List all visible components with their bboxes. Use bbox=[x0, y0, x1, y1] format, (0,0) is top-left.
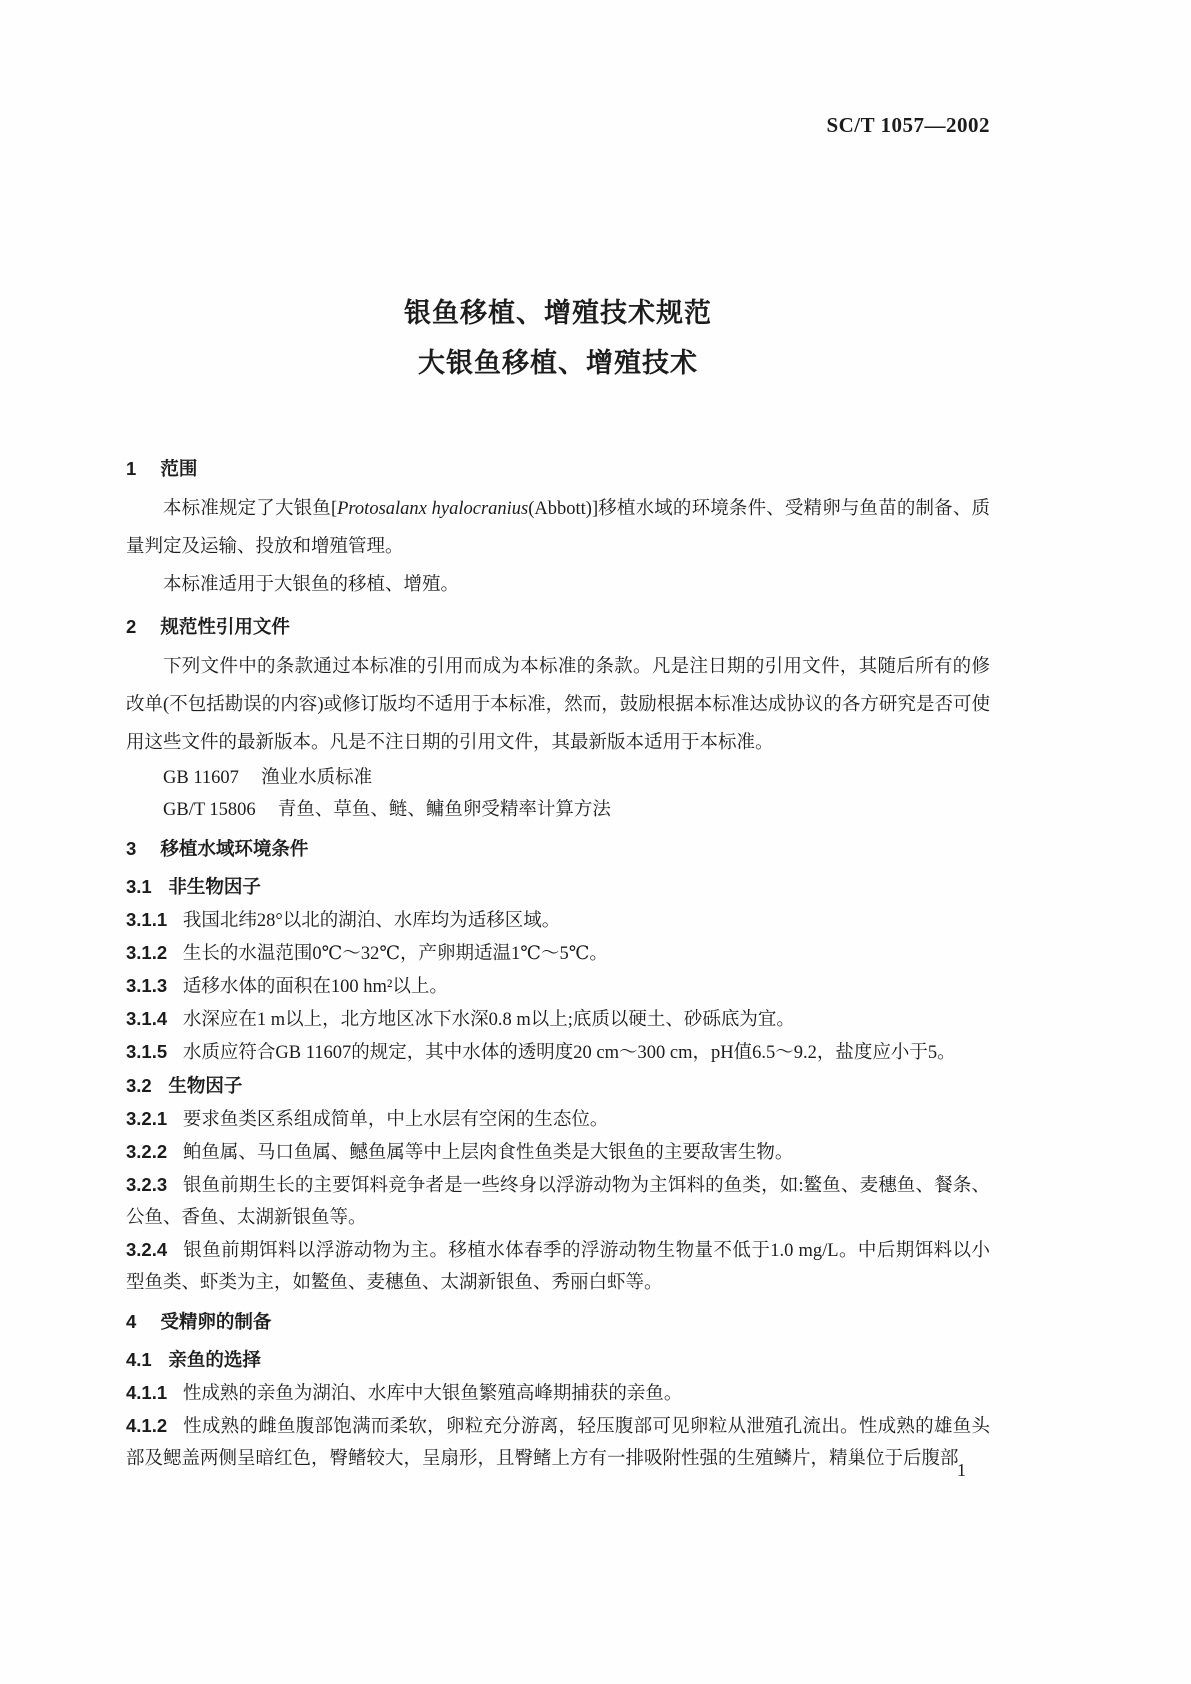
clause-text: 水质应符合GB 11607的规定，其中水体的透明度20 cm～300 cm，pH值6.5～9.2，盐度应小于5。 bbox=[182, 1043, 956, 1063]
reference-title: 渔业水质标准 bbox=[261, 768, 373, 788]
reference-item bbox=[126, 794, 990, 826]
paragraph-scope bbox=[126, 490, 990, 566]
subsection-title: 生物因子 bbox=[168, 1075, 243, 1096]
clause-number: 3.1.3 bbox=[126, 975, 168, 996]
clause-text: 银鱼前期饵料以浮游动物为主。移植水体春季的浮游动物生物量不低于1.0 mg/L。中后期饵料以小型鱼类、虾类为主，如鳘鱼、麦穗鱼、太湖新银鱼、秀丽白虾等。 bbox=[126, 1241, 990, 1293]
clause-text: 适移水体的面积在100 hm²以上。 bbox=[182, 977, 448, 997]
subsection-3-1-heading bbox=[126, 870, 990, 904]
subsection-4-1-heading bbox=[126, 1343, 990, 1377]
subsection-number: 4.1 bbox=[126, 1349, 152, 1370]
clause-number: 4.1.1 bbox=[126, 1382, 168, 1403]
clause-3-1-5 bbox=[126, 1036, 990, 1069]
section-4-heading bbox=[126, 1303, 990, 1341]
clause-text: 性成熟的亲鱼为湖泊、水库中大银鱼繁殖高峰期捕获的亲鱼。 bbox=[182, 1384, 683, 1404]
clause-3-1-4 bbox=[126, 1003, 990, 1036]
clause-number: 3.1.5 bbox=[126, 1041, 168, 1062]
clause-number: 3.2.1 bbox=[126, 1108, 168, 1129]
paragraph-text: (Abbott)]移植水域的环境条件、受精卵与鱼苗的制备、质量判定及运输、投放和增殖管理。 bbox=[126, 499, 990, 557]
clause-number: 3.1.4 bbox=[126, 1008, 168, 1029]
paragraph-applicability: 本标准适用于大银鱼的移植、增殖。 bbox=[163, 575, 460, 595]
clause-3-2-4 bbox=[126, 1234, 990, 1299]
section-title: 规范性引用文件 bbox=[160, 616, 290, 637]
section-2-heading bbox=[126, 608, 990, 646]
title-line-1: 银鱼移植、增殖技术规范 bbox=[404, 298, 712, 328]
reference-code: GB/T 15806 bbox=[163, 800, 256, 820]
clause-3-1-2 bbox=[126, 937, 990, 970]
paragraph-text: 本标准规定了大银鱼[ bbox=[163, 499, 338, 519]
clause-number: 3.1.1 bbox=[126, 909, 168, 930]
reference-title: 青鱼、草鱼、鲢、鳙鱼卵受精率计算方法 bbox=[277, 800, 611, 820]
section-number: 2 bbox=[126, 616, 137, 637]
clause-3-2-3 bbox=[126, 1169, 990, 1234]
clause-text: 银鱼前期生长的主要饵料竞争者是一些终身以浮游动物为主饵料的鱼类，如:鳘鱼、麦穗鱼、餐条、公鱼、香鱼、太湖新银鱼等。 bbox=[126, 1176, 990, 1228]
subsection-number: 3.2 bbox=[126, 1075, 152, 1096]
clause-text: 生长的水温范围0℃～32℃，产卵期适温1℃～5℃。 bbox=[182, 944, 608, 964]
clause-4-1-2 bbox=[126, 1410, 990, 1475]
clause-text: 我国北纬28°以北的湖泊、水库均为适移区域。 bbox=[182, 911, 561, 931]
section-title: 范围 bbox=[160, 458, 198, 479]
clause-3-2-1 bbox=[126, 1103, 990, 1136]
section-title: 移植水域环境条件 bbox=[160, 838, 309, 859]
section-1-heading bbox=[126, 450, 990, 488]
clause-text: 水深应在1 m以上，北方地区冰下水深0.8 m以上;底质以硬土、砂砾底为宜。 bbox=[182, 1010, 795, 1030]
subsection-number: 3.1 bbox=[126, 876, 152, 897]
subsection-3-2-heading bbox=[126, 1069, 990, 1103]
clause-text: 鲌鱼属、马口鱼属、鳡鱼属等中上层肉食性鱼类是大银鱼的主要敌害生物。 bbox=[182, 1143, 794, 1163]
clause-text: 要求鱼类区系组成简单，中上水层有空闲的生态位。 bbox=[182, 1110, 609, 1130]
section-title: 受精卵的制备 bbox=[160, 1311, 272, 1332]
clause-number: 4.1.2 bbox=[126, 1415, 168, 1436]
reference-code: GB 11607 bbox=[163, 768, 239, 788]
title-line-2: 大银鱼移植、增殖技术 bbox=[418, 348, 698, 378]
clause-4-1-1 bbox=[126, 1377, 990, 1410]
paragraph-normative-references: 下列文件中的条款通过本标准的引用而成为本标准的条款。凡是注日期的引用文件，其随后所有的修改单(不包括勘误的内容)或修订版均不适用于本标准，然而，鼓励根据本标准达成协议的各方研究是否可使用这些文件的最新版本。凡是不注日期的引用文件，其最新版本适用于本标准。 bbox=[126, 657, 990, 753]
page-content bbox=[126, 0, 990, 1475]
clause-number: 3.2.3 bbox=[126, 1174, 168, 1195]
section-number: 3 bbox=[126, 838, 137, 859]
page-number: 1 bbox=[957, 1460, 966, 1480]
reference-item bbox=[126, 762, 990, 794]
clause-number: 3.2.4 bbox=[126, 1239, 168, 1260]
clause-text: 性成熟的雌鱼腹部饱满而柔软，卵粒充分游离，轻压腹部可见卵粒从泄殖孔流出。性成熟的雄鱼头部及鳃盖两侧呈暗红色，臀鳍较大，呈扇形，且臀鳍上方有一排吸附性强的生殖鳞片，精巢位于后腹部 bbox=[126, 1417, 990, 1469]
clause-3-1-3 bbox=[126, 970, 990, 1003]
section-3-heading bbox=[126, 830, 990, 868]
subsection-title: 亲鱼的选择 bbox=[168, 1349, 261, 1370]
document-title bbox=[126, 288, 990, 388]
clause-number: 3.1.2 bbox=[126, 942, 168, 963]
section-number: 1 bbox=[126, 458, 137, 479]
subsection-title: 非生物因子 bbox=[168, 876, 261, 897]
species-latin-name: Protosalanx hyalocranius bbox=[337, 499, 529, 519]
clause-number: 3.2.2 bbox=[126, 1141, 168, 1162]
clause-3-2-2 bbox=[126, 1136, 990, 1169]
clause-3-1-1 bbox=[126, 904, 990, 937]
doc-code: SC/T 1057—2002 bbox=[826, 113, 990, 137]
section-number: 4 bbox=[126, 1311, 137, 1332]
